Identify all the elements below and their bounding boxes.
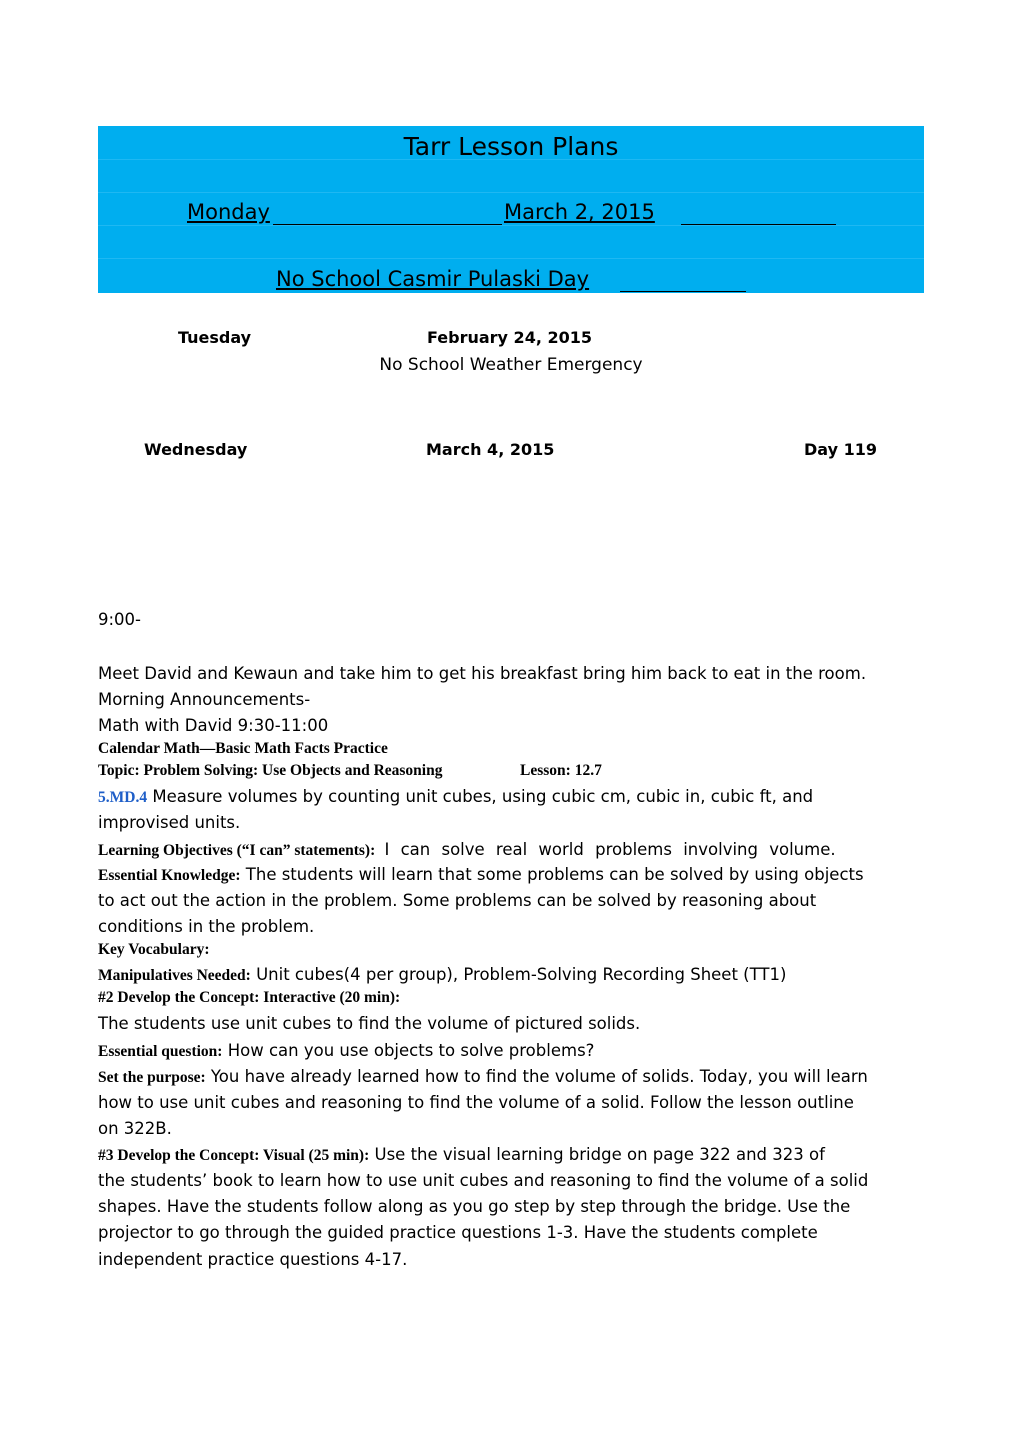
topic-heading: Topic: Problem Solving: Use Objects and Reasoning bbox=[98, 762, 443, 779]
underline-rule bbox=[681, 224, 836, 225]
vocabulary-label: Key Vocabulary: bbox=[98, 941, 210, 958]
monday-date: March 2, 2015 bbox=[504, 200, 655, 224]
step2-heading: #2 Develop the Concept: Interactive (20 min): bbox=[98, 989, 401, 1006]
tuesday-note: No School Weather Emergency bbox=[379, 355, 643, 375]
step3-heading: #3 Develop the Concept: Visual (25 min): bbox=[98, 1147, 370, 1164]
manipulatives-line bbox=[98, 962, 786, 989]
step3-text: shapes. Have the students follow along as you go step by step through the bridge. Use the bbox=[98, 1197, 851, 1216]
tuesday-day: Tuesday bbox=[178, 328, 252, 347]
underline-rule bbox=[273, 224, 502, 225]
step2-text: The students use unit cubes to find the volume of pictured solids. bbox=[98, 1014, 641, 1033]
knowledge-text: The students will learn that some problems can be solved by using objects bbox=[245, 865, 864, 884]
purpose-label: Set the purpose: bbox=[98, 1069, 206, 1086]
tuesday-date: February 24, 2015 bbox=[427, 328, 592, 347]
purpose-text: on 322B. bbox=[98, 1119, 172, 1138]
manipulatives-text: Unit cubes(4 per group), Problem-Solving Recording Sheet (TT1) bbox=[256, 965, 787, 984]
knowledge-text: to act out the action in the problem. Some problems can be solved by reasoning about bbox=[98, 891, 817, 910]
wednesday-date: March 4, 2015 bbox=[426, 440, 555, 459]
schedule-line: Morning Announcements- bbox=[98, 690, 311, 709]
step3-text: the students’ book to learn how to use unit cubes and reasoning to find the volume of a solid bbox=[98, 1171, 869, 1190]
monday-day: Monday bbox=[187, 200, 270, 224]
underline-rule bbox=[620, 291, 746, 292]
knowledge-line bbox=[98, 862, 864, 889]
banner-divider bbox=[98, 225, 924, 259]
wednesday-day-number: Day 119 bbox=[804, 440, 877, 459]
purpose-text: You have already learned how to find the volume of solids. Today, you will learn bbox=[210, 1067, 868, 1086]
standard-text: Measure volumes by counting unit cubes, using cubic cm, cubic in, cubic ft, and bbox=[152, 787, 814, 806]
essential-question-label: Essential question: bbox=[98, 1043, 223, 1060]
calendar-math-heading: Calendar Math—Basic Math Facts Practice bbox=[98, 740, 388, 757]
header-banner bbox=[98, 126, 924, 293]
lesson-number: Lesson: 12.7 bbox=[520, 762, 602, 779]
standard-line bbox=[98, 784, 813, 811]
objectives-text: I can solve real world problems involving volume. bbox=[384, 840, 836, 859]
wednesday-day: Wednesday bbox=[144, 440, 248, 459]
step3-text: independent practice questions 4-17. bbox=[98, 1250, 408, 1269]
knowledge-text: conditions in the problem. bbox=[98, 917, 315, 936]
essential-question-line bbox=[98, 1038, 594, 1065]
knowledge-label: Essential Knowledge: bbox=[98, 867, 241, 884]
schedule-line: Math with David 9:30-11:00 bbox=[98, 716, 329, 735]
purpose-text: how to use unit cubes and reasoning to find the volume of a solid. Follow the lesson outline bbox=[98, 1093, 854, 1112]
objectives-line bbox=[98, 837, 836, 864]
step3-line bbox=[98, 1142, 825, 1169]
purpose-line bbox=[98, 1064, 868, 1091]
standard-code: 5.MD.4 bbox=[98, 789, 148, 806]
step3-text: Use the visual learning bridge on page 322 and 323 of bbox=[374, 1145, 825, 1164]
step3-text: projector to go through the guided practice questions 1-3. Have the students complete bbox=[98, 1223, 818, 1242]
schedule-time: 9:00- bbox=[98, 610, 142, 629]
standard-text: improvised units. bbox=[98, 813, 241, 832]
monday-note: No School Casmir Pulaski Day bbox=[276, 267, 590, 291]
essential-question-text: How can you use objects to solve problems? bbox=[227, 1041, 595, 1060]
schedule-line: Meet David and Kewaun and take him to get his breakfast bring him back to eat in the room. bbox=[98, 664, 867, 683]
page-title: Tarr Lesson Plans bbox=[403, 132, 619, 161]
manipulatives-label: Manipulatives Needed: bbox=[98, 967, 251, 984]
objectives-label: Learning Objectives (“I can” statements): bbox=[98, 842, 376, 859]
banner-divider bbox=[98, 159, 924, 193]
